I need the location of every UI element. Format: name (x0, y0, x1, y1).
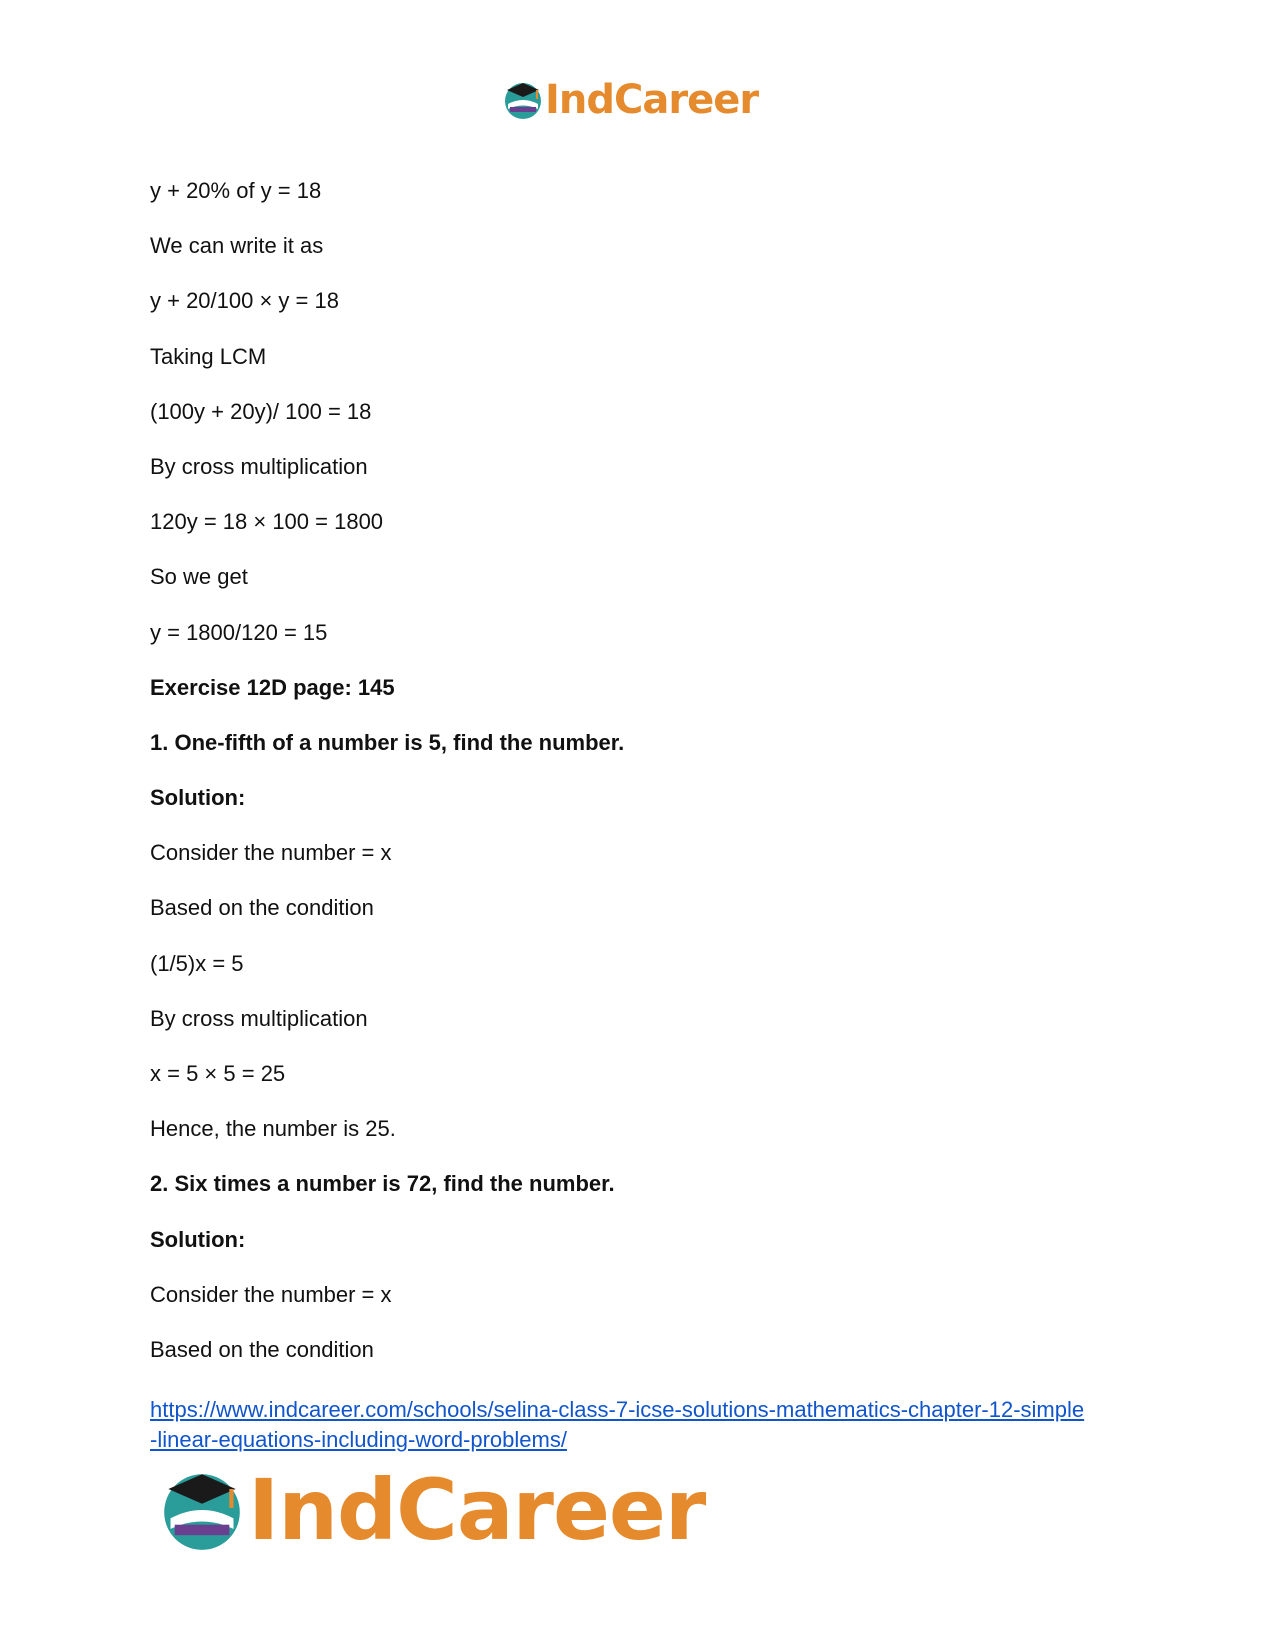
text-line: Taking LCM (150, 343, 267, 369)
heading-line: Solution: (150, 1226, 246, 1252)
text-line: x = 5 × 5 = 25 (150, 1061, 286, 1086)
source-link-line-1[interactable]: https://www.indcareer.com/schools/selina-class-7-icse-solutions-mathematics-chapter-12-simple (150, 1397, 1085, 1422)
text-line: Hence, the number is 25. (150, 1116, 396, 1142)
header-logo (503, 77, 759, 123)
footer-logo (160, 1461, 706, 1559)
text-line: y + 20% of y = 18 (150, 178, 322, 203)
heading-line: 2. Six times a number is 72, find the number. (150, 1171, 615, 1197)
source-link-line-2[interactable]: -linear-equations-including-word-problems/ (150, 1427, 567, 1452)
text-line: y + 20/100 × y = 18 (150, 288, 339, 314)
text-line: By cross multiplication (150, 453, 368, 479)
text-line: (1/5)x = 5 (150, 950, 244, 976)
header-brand-text: IndCareer (545, 77, 759, 123)
text-line: Consider the number = x (150, 840, 392, 866)
heading-line: 1. One-fifth of a number is 5, find the number. (150, 729, 625, 755)
heading-line: Solution: (150, 785, 246, 811)
text-line: Based on the condition (150, 895, 374, 921)
text-line: So we get (150, 564, 248, 590)
text-line: (100y + 20y)/ 100 = 18 (150, 398, 372, 424)
source-link[interactable] (150, 1395, 1130, 1455)
footer-brand-text: IndCareer (248, 1461, 706, 1559)
text-line: By cross multiplication (150, 1005, 368, 1031)
heading-line: Exercise 12D page: 145 (150, 674, 395, 700)
document-body (150, 176, 1130, 1390)
text-line: Based on the condition (150, 1336, 374, 1362)
text-line: Consider the number = x (150, 1281, 392, 1307)
graduation-cap-globe-icon (503, 80, 543, 120)
text-line: 120y = 18 × 100 = 1800 (150, 509, 384, 535)
text-line: y = 1800/120 = 15 (150, 619, 328, 645)
text-line: We can write it as (150, 233, 324, 259)
graduation-cap-globe-icon (160, 1468, 244, 1552)
